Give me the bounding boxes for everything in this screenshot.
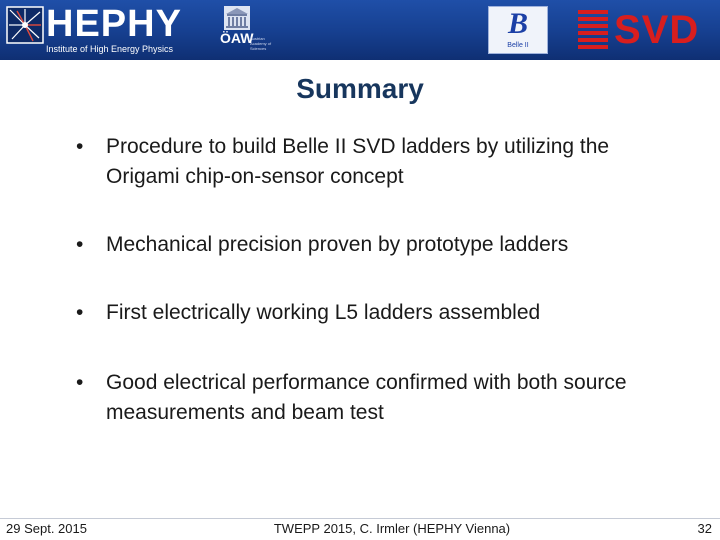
oaw-subtitle: Austrian Academy of Sciences	[250, 36, 272, 51]
bullet-item	[76, 230, 666, 260]
bullet-glyph: •	[76, 301, 84, 324]
belle-mark: B	[507, 7, 528, 40]
page-number: 32	[697, 521, 712, 536]
bullet-text: Mechanical precision proven by prototype ladders	[106, 233, 569, 256]
bullet-glyph: •	[76, 371, 84, 394]
svd-wordmark: SVD	[614, 8, 700, 52]
bullet-text: First electrically working L5 ladders assembled	[106, 301, 541, 324]
footer-divider	[0, 518, 720, 519]
oaw-wordmark: ÖAW	[220, 30, 254, 46]
footer-conference: TWEPP 2015, C. Irmler (HEPHY Vienna)	[273, 521, 511, 536]
academy-building-icon	[224, 6, 250, 30]
bullet-glyph: •	[76, 135, 84, 158]
bullet-text: Good electrical performance confirmed with both source measurements and beam test	[106, 371, 627, 424]
hephy-subtitle: Institute of High Energy Physics	[46, 44, 174, 54]
hephy-wordmark: HEPHY	[46, 3, 182, 45]
svd-stripes-icon	[578, 10, 608, 50]
slide-title: Summary	[296, 73, 424, 104]
belle-ii-logo	[488, 6, 548, 54]
svd-logo	[578, 8, 714, 52]
bullet-item	[76, 298, 666, 328]
particle-burst-icon	[6, 6, 44, 44]
header-bar	[0, 0, 720, 60]
bullet-item	[76, 368, 666, 428]
footer-date: 29 Sept. 2015	[6, 521, 87, 536]
bullet-glyph: •	[76, 233, 84, 256]
bullet-item	[76, 132, 666, 192]
oaw-logo	[220, 6, 276, 56]
belle-subtitle: Belle II	[507, 42, 529, 49]
hephy-logo	[6, 4, 196, 56]
bullet-text: Procedure to build Belle II SVD ladders by utilizing the Origami chip-on-sensor concept	[106, 135, 610, 188]
